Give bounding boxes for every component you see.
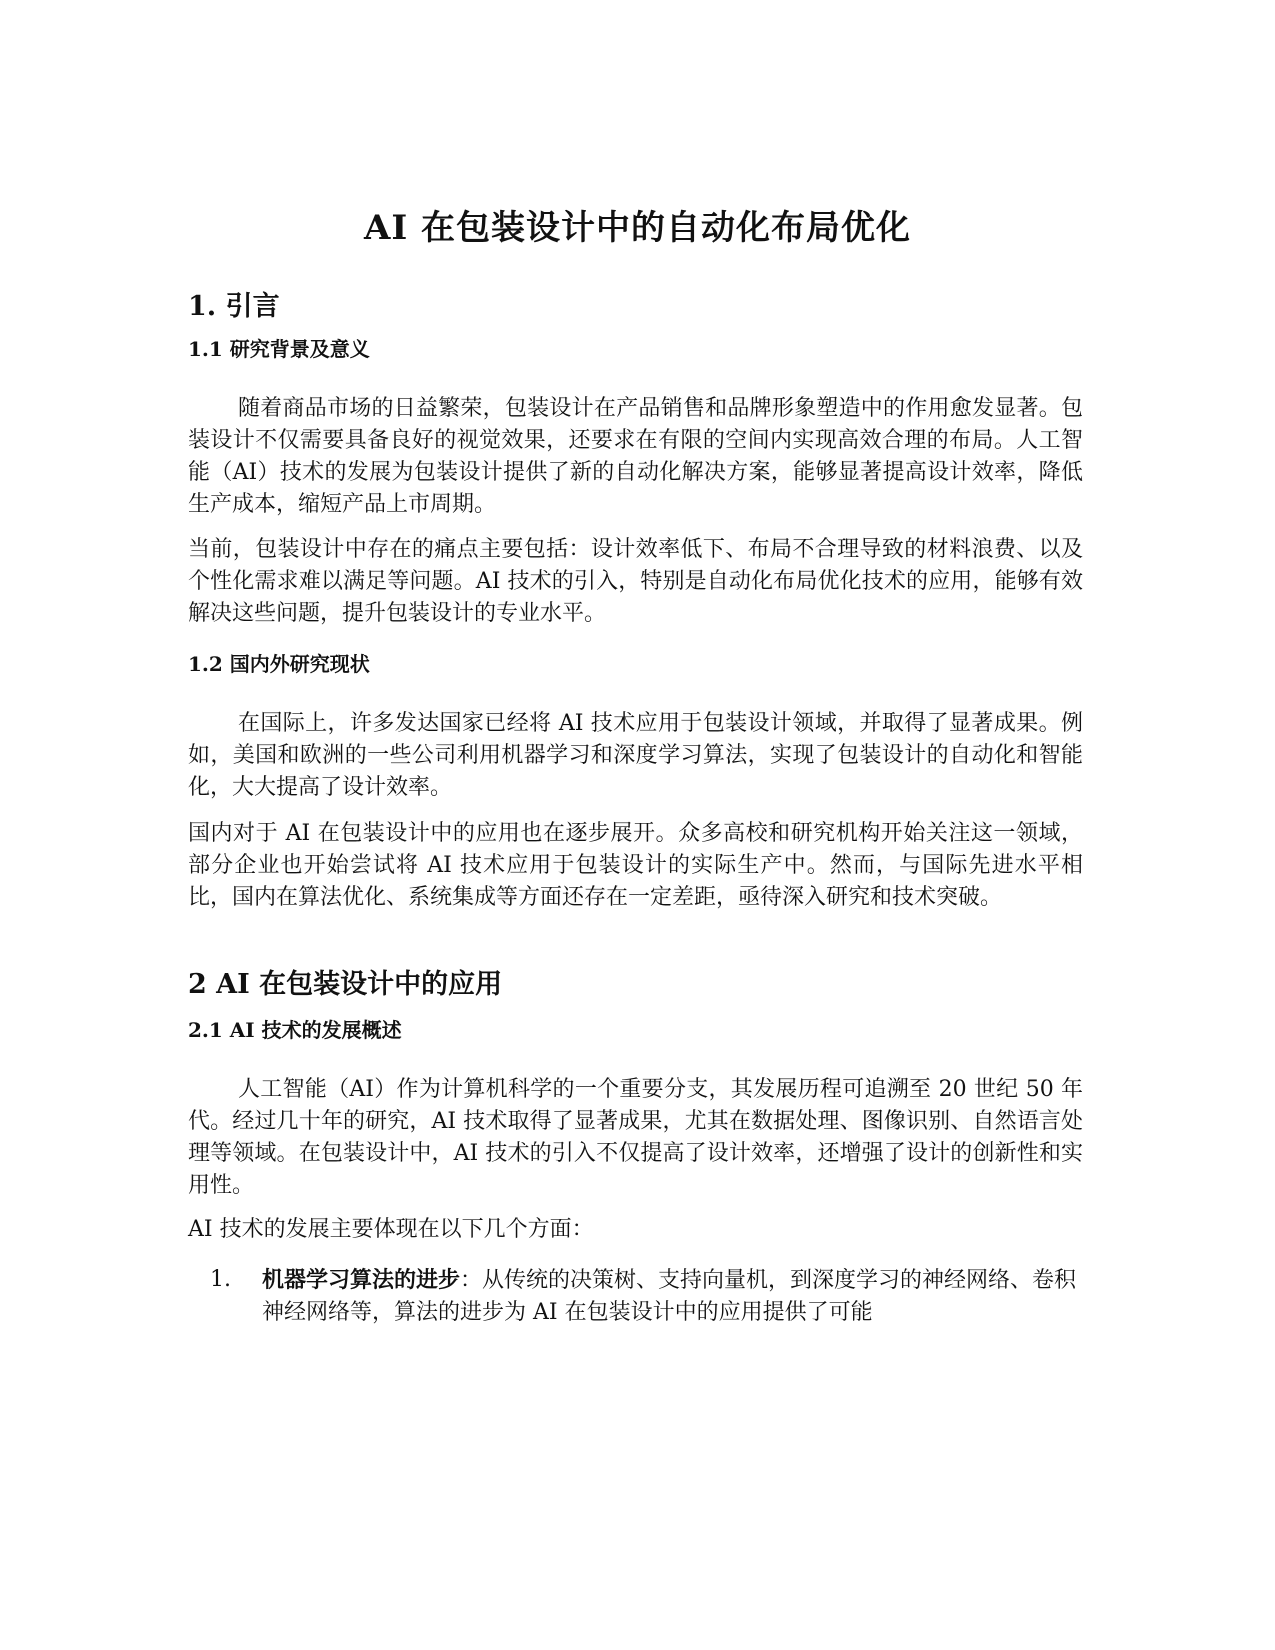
list-item-body	[262, 1264, 1080, 1329]
section-1-2-paragraph-1: 在国际上，许多发达国家已经将 AI 技术应用于包装设计领域，并取得了显著成果。例如，美国和欧洲的一些公司利用机器学习和深度学习算法，实现了包装设计的自动化和智能化，大大提高了设计效率。	[188, 711, 1083, 800]
section-2-1-heading: 2.1 AI 技术的发展概述	[188, 1018, 402, 1042]
section-1-heading: 1. 引言	[188, 291, 280, 322]
section-2-heading: 2 AI 在包装设计中的应用	[188, 969, 503, 1000]
section-2-1-paragraph-1: 人工智能（AI）作为计算机科学的一个重要分支，其发展历程可追溯至 20 世纪 50 年代。经过几十年的研究，AI 技术取得了显著成果，尤其在数据处理、图像识别、自然语言处理等领域。在包装设计中，AI 技术的引入不仅提高了设计效率，还增强了设计的创新性和实用性。	[188, 1077, 1083, 1198]
list-item	[210, 1264, 1080, 1329]
section-1-1-paragraph-2: 当前，包装设计中存在的痛点主要包括：设计效率低下、布局不合理导致的材料浪费、以及个性化需求难以满足等问题。AI 技术的引入，特别是自动化布局优化技术的应用，能够有效解决这些问题，提升包装设计的专业水平。	[188, 537, 1083, 626]
list-item-text: ：从传统的决策树、支持向量机，到深度学习的神经网络、卷积神经网络等，算法的进步为 AI 在包装设计中的应用提供了可能	[262, 1268, 1077, 1325]
section-1-2-paragraph-2: 国内对于 AI 在包装设计中的应用也在逐步展开。众多高校和研究机构开始关注这一领域，部分企业也开始尝试将 AI 技术应用于包装设计的实际生产中。然而，与国际先进水平相比，国内在算法优化、系统集成等方面还存在一定差距，亟待深入研究和技术突破。	[188, 821, 1083, 910]
list-item-strong: 机器学习算法的进步	[262, 1267, 461, 1293]
section-1-1-heading: 1.1 研究背景及意义	[188, 337, 370, 361]
list-item-number: 1.	[210, 1267, 231, 1292]
section-2-1-paragraph-2: AI 技术的发展主要体现在以下几个方面：	[188, 1217, 594, 1242]
section-1-1-paragraph-1: 随着商品市场的日益繁荣，包装设计在产品销售和品牌形象塑造中的作用愈发显著。包装设计不仅需要具备良好的视觉效果，还要求在有限的空间内实现高效合理的布局。人工智能（AI）技术的发展为包装设计提供了新的自动化解决方案，能够显著提高设计效率，降低生产成本，缩短产品上市周期。	[188, 396, 1083, 517]
document-title: AI 在包装设计中的自动化布局优化	[363, 208, 912, 248]
section-1-2-heading: 1.2 国内外研究现状	[188, 652, 370, 676]
